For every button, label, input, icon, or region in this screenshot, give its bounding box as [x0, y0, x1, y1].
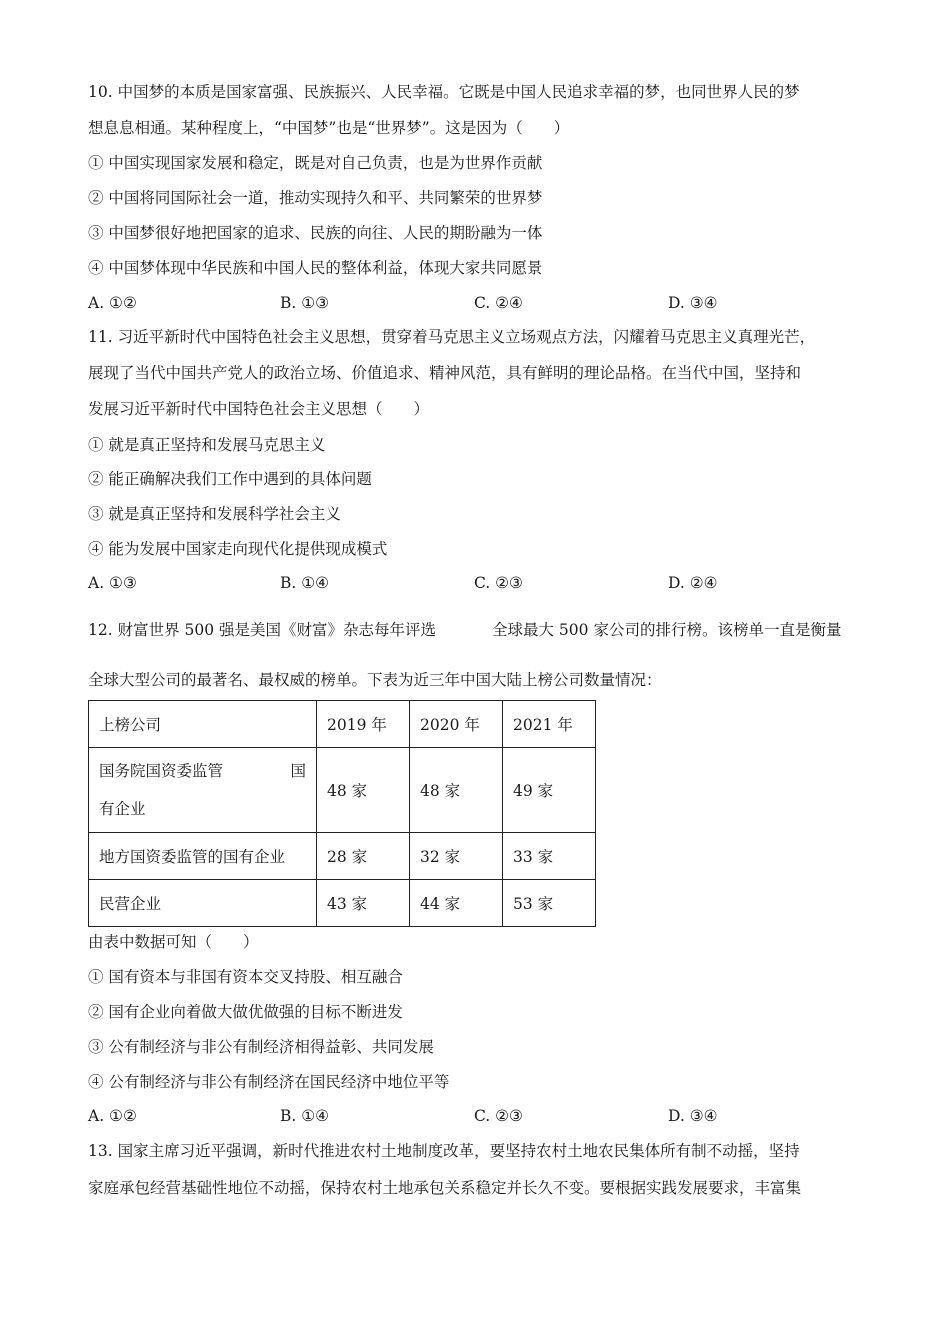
table-cell-label-part-a: 国务院国资委监管	[99, 762, 224, 780]
q11-option-d[interactable]: D. ②④	[668, 574, 718, 592]
table-cell-2020: 44 家	[410, 880, 503, 927]
table-row	[89, 880, 596, 927]
q10-item-2: ② 中国将同国际社会一道，推动实现持久和平、共同繁荣的世界梦	[88, 189, 543, 207]
table-cell-label-line-1	[99, 752, 306, 790]
table-row	[89, 833, 596, 880]
table-cell-2021: 49 家	[503, 748, 596, 833]
q11-option-b[interactable]: B. ①④	[280, 574, 330, 592]
q12-stem-line-2: 全球大型公司的最著名、最权威的榜单。下表为近三年中国大陆上榜公司数量情况：	[88, 671, 662, 689]
table-cell-label: 民营企业	[89, 880, 317, 927]
q12-item-1: ① 国有资本与非国有资本交叉持股、相互融合	[88, 968, 403, 986]
table-cell-2019: 43 家	[317, 880, 410, 927]
table-header-company: 上榜公司	[89, 701, 317, 748]
table-cell-label-line-2: 有企业	[99, 800, 146, 818]
q11-option-c[interactable]: C. ②③	[474, 574, 523, 592]
q11-item-4: ④ 能为发展中国家走向现代化提供现成模式	[88, 540, 388, 558]
q10-stem-line-2: 想息息相通。某种程度上，“中国梦”也是“世界梦”。这是因为（ ）	[88, 119, 570, 137]
table-cell-label: 地方国资委监管的国有企业	[89, 833, 317, 880]
table-header-row	[89, 701, 596, 748]
q10-stem-line-1: 10. 中国梦的本质是国家富强、民族振兴、人民幸福。它既是中国人民追求幸福的梦，也同世界人民的梦	[88, 83, 800, 101]
table-header-2021: 2021 年	[503, 701, 596, 748]
q10-option-b[interactable]: B. ①③	[280, 294, 330, 312]
q11-options	[88, 573, 788, 593]
table-cell-2021: 33 家	[503, 833, 596, 880]
q12-options	[88, 1106, 788, 1126]
table-header-2020: 2020 年	[410, 701, 503, 748]
q10-item-3: ③ 中国梦很好地把国家的追求、民族的向往、人民的期盼融为一体	[88, 224, 543, 242]
q11-option-a[interactable]: A. ①③	[88, 574, 137, 592]
table-cell-2019: 48 家	[317, 748, 410, 833]
q11-item-3: ③ 就是真正坚持和发展科学社会主义	[88, 505, 341, 523]
q10-option-d[interactable]: D. ③④	[668, 294, 718, 312]
q12-option-a[interactable]: A. ①②	[88, 1107, 137, 1125]
q12-option-c[interactable]: C. ②③	[474, 1107, 523, 1125]
q12-stem-line-3: 由表中数据可知（ ）	[88, 933, 259, 951]
table-cell-label-part-b: 国	[290, 762, 306, 780]
q11-item-2: ② 能正确解决我们工作中遇到的具体问题	[88, 470, 372, 488]
q12-stem-line-1b: 全球最大 500 家公司的排行榜。该榜单一直是衡量	[492, 621, 842, 639]
q12-stem-line-1a: 12. 财富世界 500 强是美国《财富》杂志每年评选	[88, 621, 437, 639]
table-cell-2019: 28 家	[317, 833, 410, 880]
q11-stem-line-2: 展现了当代中国共产党人的政治立场、价值追求、精神风范，具有鲜明的理论品格。在当代中国，坚持和	[88, 364, 802, 382]
q11-stem-line-3: 发展习近平新时代中国特色社会主义思想（ ）	[88, 400, 430, 418]
q10-item-1: ① 中国实现国家发展和稳定，既是对自己负责，也是为世界作贡献	[88, 154, 543, 172]
q12-item-4: ④ 公有制经济与非公有制经济在国民经济中地位平等	[88, 1073, 450, 1091]
table-cell-2020: 48 家	[410, 748, 503, 833]
table-row	[89, 748, 596, 833]
q10-option-a[interactable]: A. ①②	[88, 294, 137, 312]
q13-stem-line-2: 家庭承包经营基础性地位不动摇，保持农村土地承包关系稳定并长久不变。要根据实践发展要求，丰富集	[88, 1179, 802, 1197]
q10-item-4: ④ 中国梦体现中华民族和中国人民的整体利益，体现大家共同愿景	[88, 259, 543, 277]
table-cell-2020: 32 家	[410, 833, 503, 880]
q12-item-2: ② 国有企业向着做大做优做强的目标不断进发	[88, 1003, 403, 1021]
q12-item-3: ③ 公有制经济与非公有制经济相得益彰、共同发展	[88, 1038, 434, 1056]
table-cell-2021: 53 家	[503, 880, 596, 927]
q12-data-table	[88, 700, 596, 927]
q10-options	[88, 293, 788, 313]
q11-item-1: ① 就是真正坚持和发展马克思主义	[88, 436, 326, 454]
q12-option-d[interactable]: D. ③④	[668, 1107, 718, 1125]
q13-stem-line-1: 13. 国家主席习近平强调，新时代推进农村土地制度改革，要坚持农村土地农民集体所有制不动摇，坚持	[88, 1142, 800, 1160]
q10-option-c[interactable]: C. ②④	[474, 294, 523, 312]
q11-stem-line-1: 11. 习近平新时代中国特色社会主义思想，贯穿着马克思主义立场观点方法，闪耀着马克思主义真理光芒，	[88, 328, 816, 346]
table-cell-label	[89, 748, 317, 833]
q12-option-b[interactable]: B. ①④	[280, 1107, 330, 1125]
table-header-2019: 2019 年	[317, 701, 410, 748]
